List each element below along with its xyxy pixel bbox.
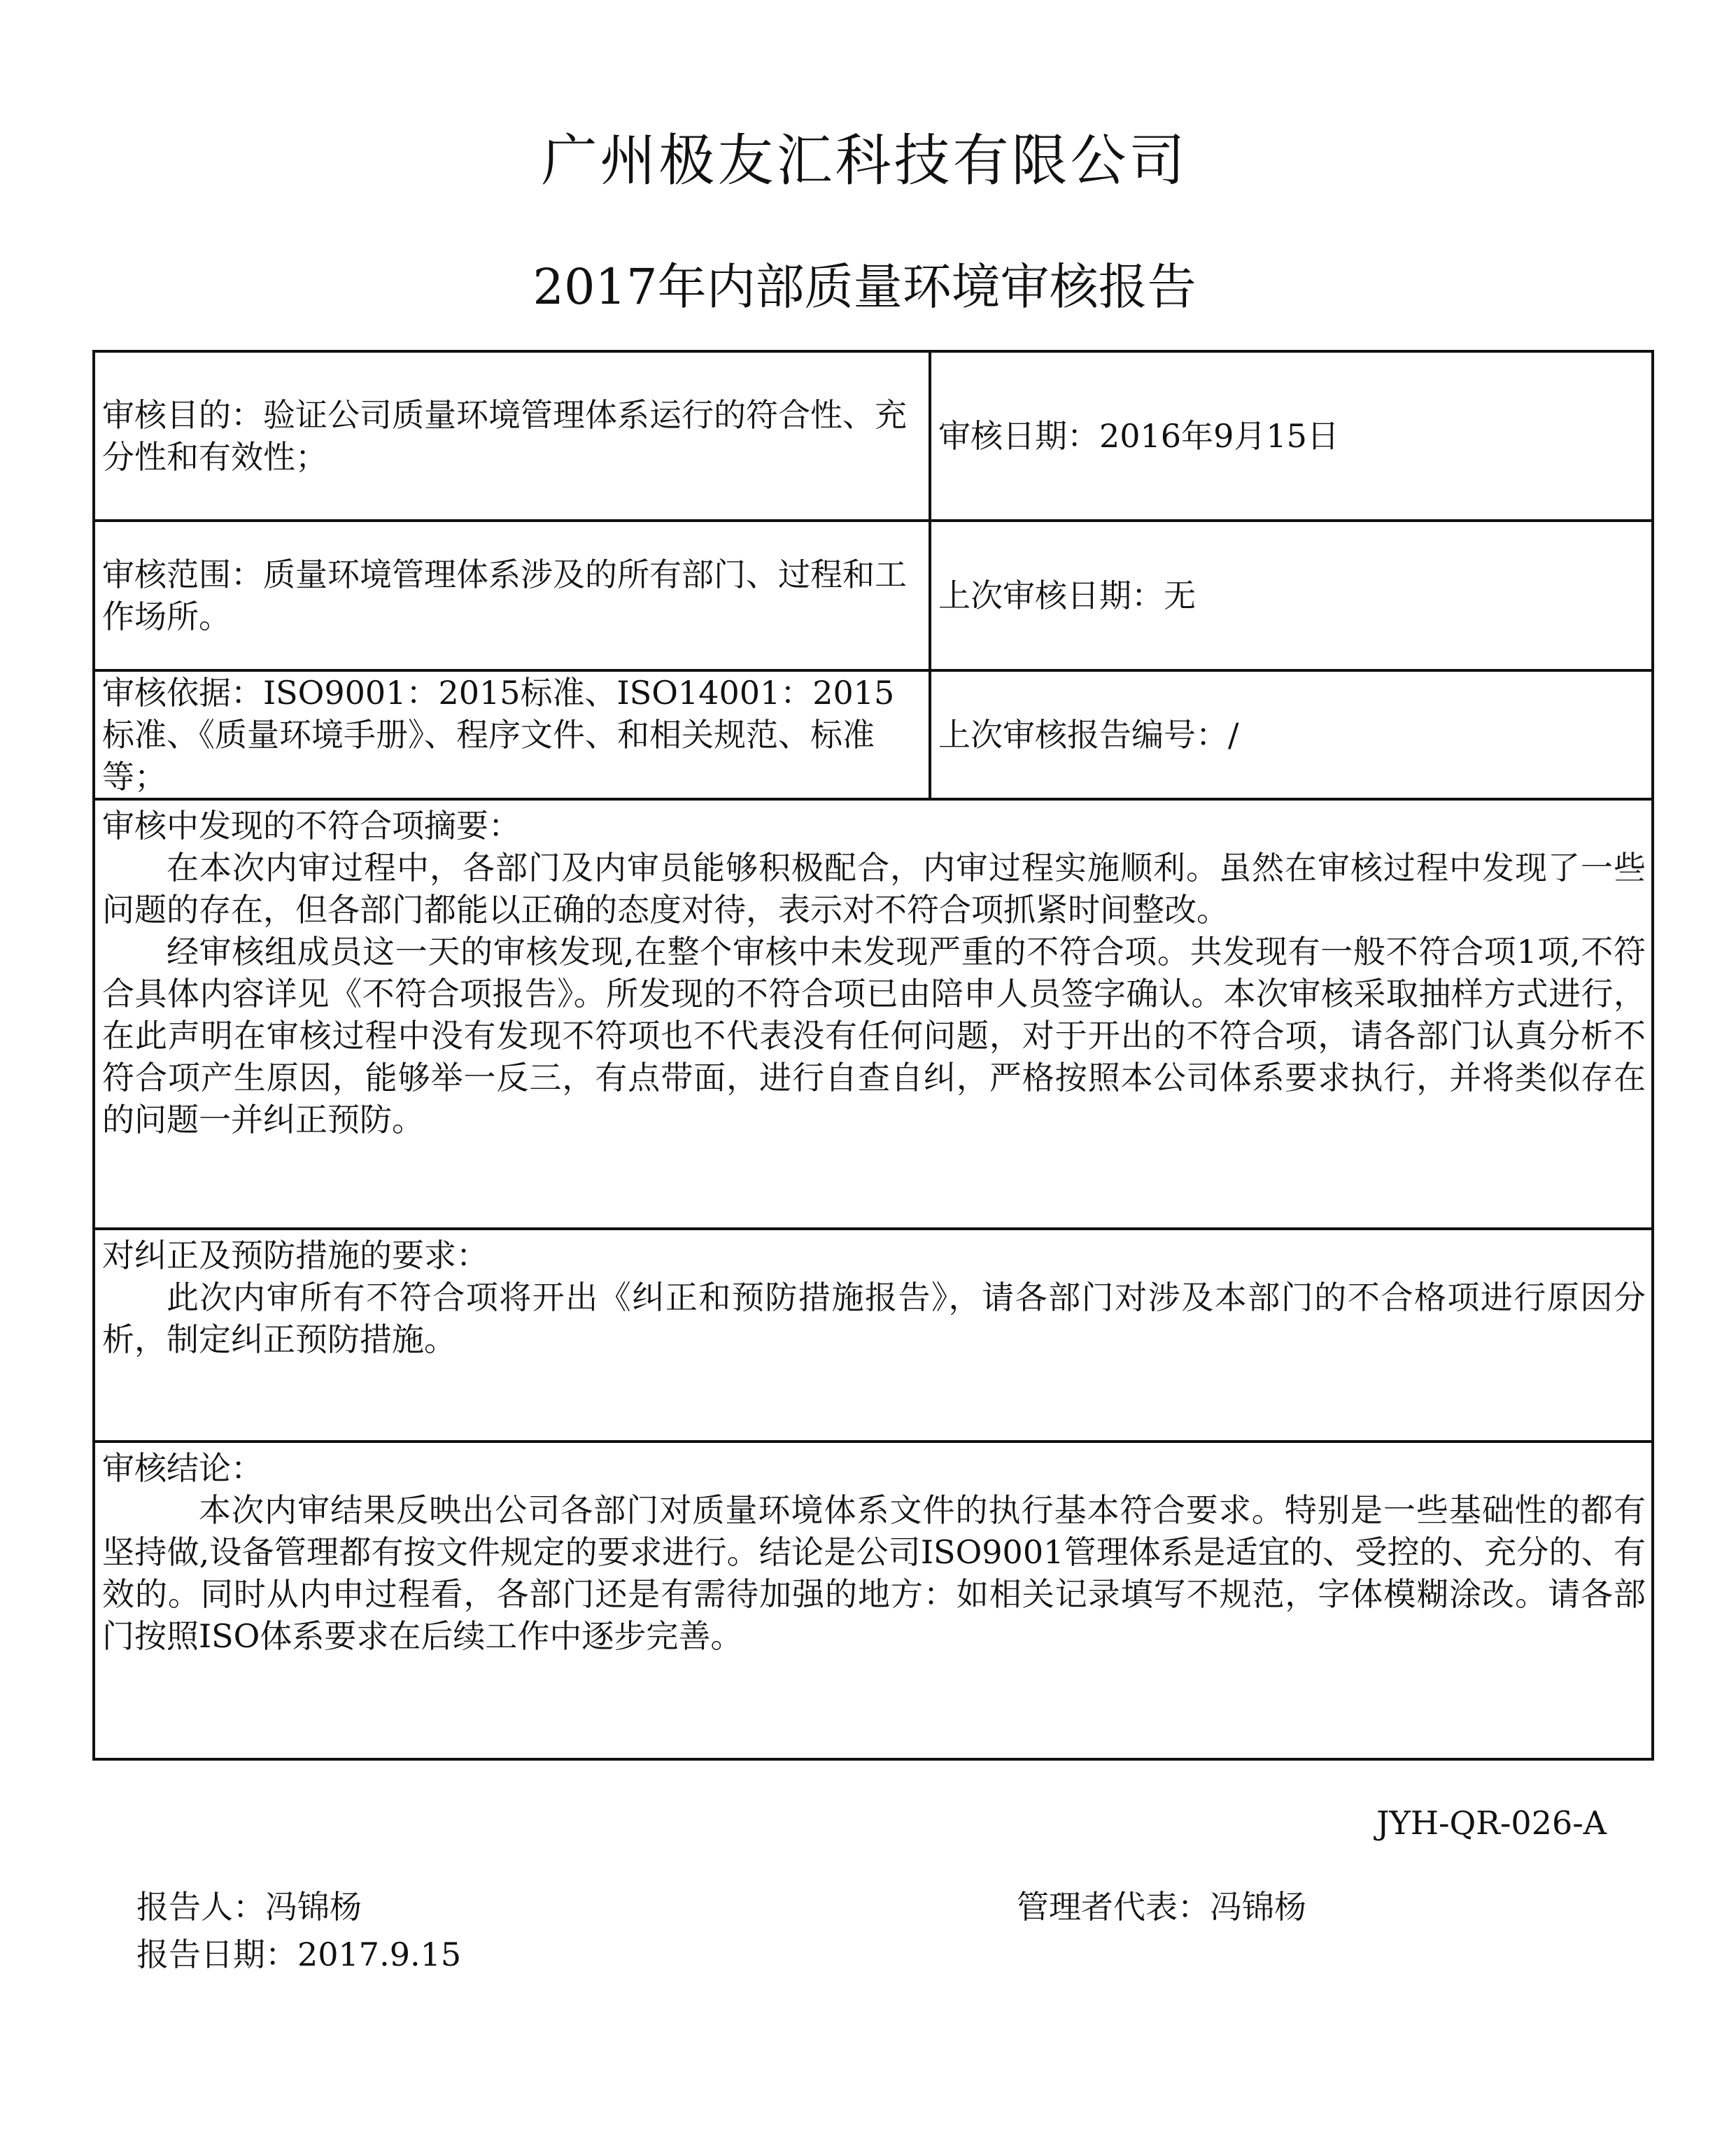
nonconformity-paragraph: 经审核组成员这一天的审核发现,在整个审核中未发现严重的不符合项。共发现有一般不符合项1项,不符合具体内容详见《不符合项报告》。所发现的不符合项已由陪申人员签字确认。本次审核采取抽样方式进行，在此声明在审核过程中没有发现不符项也不代表没有任何问题，对于开出的不符合项，请各部门认真分析不符合项产生原因，能够举一反三，有点带面，进行自查自纠，严格按照本公司体系要求执行，并将类似存在的问题一并纠正预防。 (102, 933, 1646, 1139)
document-code: JYH-QR-026-A (1376, 1804, 1607, 1842)
conclusion-heading: 审核结论： (102, 1449, 263, 1487)
purpose-row (95, 353, 1651, 522)
basis-row (95, 672, 1651, 801)
last-report-no-cell (931, 672, 1651, 798)
scope-cell (95, 522, 931, 669)
audit-date: 审核日期：2016年9月15日 (938, 417, 1339, 455)
audit-report-table (92, 350, 1654, 1761)
conclusion-row (95, 1443, 1651, 1758)
scope-row (95, 522, 1651, 672)
purpose-cell (95, 353, 931, 519)
last-report-number: 上次审核报告编号：/ (938, 716, 1239, 754)
nonconformity-paragraph: 在本次内审过程中，各部门及内审员能够积极配合，内审过程实施顺利。虽然在审核过程中发现了一些问题的存在，但各部门都能以正确的态度对待，表示对不符合项抓紧时间整改。 (102, 849, 1646, 929)
basis-cell (95, 672, 931, 798)
corrective-row (95, 1230, 1651, 1443)
report-title: 2017年内部质量环境审核报告 (532, 258, 1197, 316)
corrective-paragraph: 此次内审所有不符合项将开出《纠正和预防措施报告》，请各部门对涉及本部门的不合格项进行原因分析，制定纠正预防措施。 (102, 1278, 1646, 1358)
reporter: 报告人：冯锦杨 (136, 1888, 362, 1926)
audit-basis: 审核依据：ISO9001：2015标准、ISO14001：2015标准、《质量环境手册》、程序文件、和相关规范、标准等； (102, 674, 895, 796)
nonconformity-row (95, 801, 1651, 1230)
nonconformity-heading: 审核中发现的不符合项摘要： (102, 807, 521, 845)
audit-conclusion (95, 1443, 1651, 1758)
audit-scope: 审核范围：质量环境管理体系涉及的所有部门、过程和工作场所。 (102, 556, 907, 635)
company-name: 广州极友汇科技有限公司 (541, 128, 1188, 193)
last-audit-date: 上次审核日期：无 (938, 577, 1196, 614)
audit-purpose: 审核目的：验证公司质量环境管理体系运行的符合性、充分性和有效性； (102, 396, 907, 476)
corrective-heading: 对纠正及预防措施的要求： (102, 1236, 488, 1274)
nonconformity-summary (95, 801, 1651, 1227)
report-date: 报告日期：2017.9.15 (136, 1936, 462, 1973)
management-representative: 管理者代表：冯锦杨 (1017, 1888, 1306, 1926)
last-audit-date-cell (931, 522, 1651, 669)
conclusion-paragraph: 本次内审结果反映出公司各部门对质量环境体系文件的执行基本符合要求。特别是一些基础性的都有坚持做,设备管理都有按文件规定的要求进行。结论是公司ISO9001管理体系是适宜的、受控的、充分的、有效的。同时从内申过程看，各部门还是有需待加强的地方：如相关记录填写不规范，字体模糊涂改。请各部门按照ISO体系要求在后续工作中逐步完善。 (102, 1491, 1646, 1655)
audit-date-cell (931, 353, 1651, 519)
corrective-requirements (95, 1230, 1651, 1440)
